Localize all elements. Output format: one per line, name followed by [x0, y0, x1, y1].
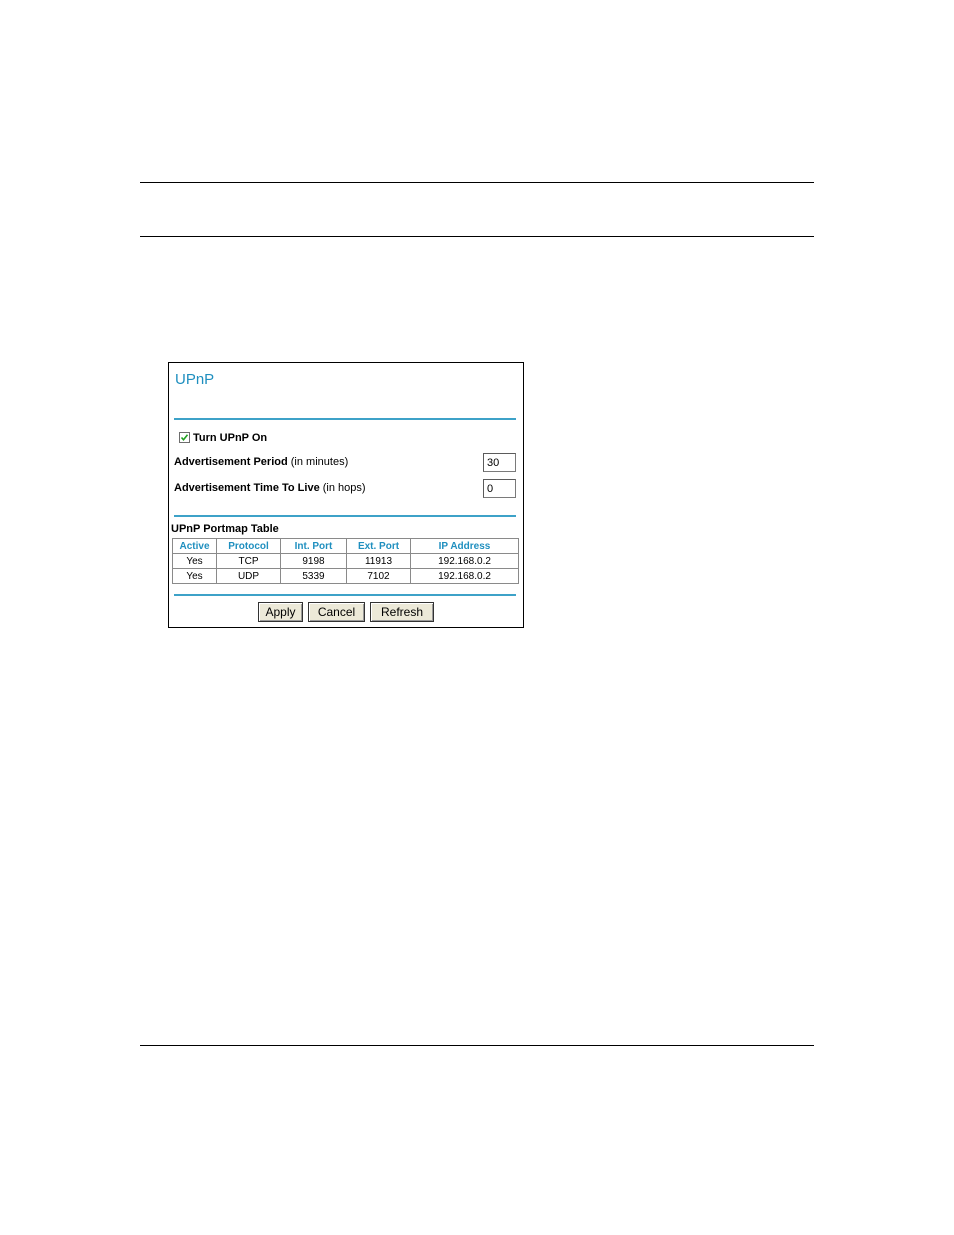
settings-separator	[174, 515, 516, 517]
column-header-ext-port: Ext. Port	[347, 539, 411, 554]
cell-protocol: TCP	[217, 554, 281, 569]
cell-active: Yes	[173, 554, 217, 569]
column-header-active: Active	[173, 539, 217, 554]
column-header-ip-address: IP Address	[411, 539, 519, 554]
refresh-button[interactable]: Refresh	[370, 602, 434, 622]
table-row	[173, 554, 519, 569]
upnp-settings-panel	[168, 362, 524, 628]
advertisement-ttl-label: Advertisement Time To Live (in hops)	[174, 482, 366, 494]
column-header-int-port: Int. Port	[281, 539, 347, 554]
page-title: UPnP	[175, 371, 215, 388]
turn-upnp-on-checkbox[interactable]	[179, 432, 190, 443]
portmap-table	[172, 538, 519, 584]
cell-ip-address: 192.168.0.2	[411, 569, 519, 584]
cell-ip-address: 192.168.0.2	[411, 554, 519, 569]
turn-upnp-on-label: Turn UPnP On	[193, 432, 268, 444]
checkmark-icon	[180, 433, 189, 442]
header-divider	[140, 236, 814, 237]
cell-active: Yes	[173, 569, 217, 584]
title-separator	[174, 418, 516, 420]
cell-protocol: UDP	[217, 569, 281, 584]
top-divider	[140, 182, 814, 183]
portmap-table-title: UPnP Portmap Table	[171, 523, 279, 535]
cell-ext-port: 7102	[347, 569, 411, 584]
advertisement-period-label: Advertisement Period (in minutes)	[174, 456, 349, 468]
footer-divider	[140, 1045, 814, 1046]
advertisement-ttl-input[interactable]	[483, 479, 516, 498]
cell-ext-port: 11913	[347, 554, 411, 569]
table-separator	[174, 594, 516, 596]
table-row	[173, 569, 519, 584]
apply-button[interactable]: Apply	[258, 602, 303, 622]
advertisement-period-input[interactable]	[483, 453, 516, 472]
cancel-button[interactable]: Cancel	[308, 602, 365, 622]
column-header-protocol: Protocol	[217, 539, 281, 554]
table-header-row	[173, 539, 519, 554]
cell-int-port: 9198	[281, 554, 347, 569]
cell-int-port: 5339	[281, 569, 347, 584]
